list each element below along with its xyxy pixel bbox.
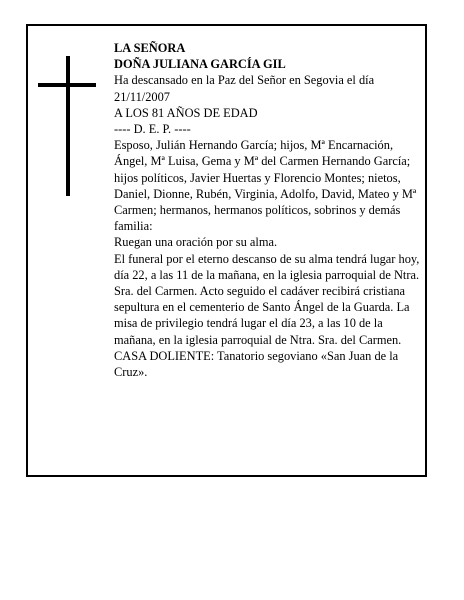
cross-vertical-bar — [66, 56, 70, 196]
age-statement: A LOS 81 AÑOS DE EDAD — [114, 105, 258, 120]
obituary-content — [114, 40, 420, 380]
obituary-title: LA SEÑORA — [114, 41, 186, 55]
family-list: Esposo, Julián Hernando García; hijos, Mª Encarnación, Ángel, Mª Luisa, Gema y Mª del Carmen Hernando García; hijos políticos, Javier Huertas y Florencio Montes; nietos, Daniel, Dionne, Rubén, Virginia, Adolfo, David, Mateo y Mª Carmen; hermanos, hermanos políticos, sobrinos y demás familia: — [114, 138, 417, 234]
deceased-name: DOÑA JULIANA GARCÍA GIL — [114, 57, 286, 72]
prayer-request: Ruegan una oración por su alma. — [114, 235, 278, 250]
cross-horizontal-bar — [38, 83, 96, 87]
rest-in-peace: ---- D. E. P. ---- — [114, 122, 191, 137]
funeral-details: El funeral por el eterno descanso de su alma tendrá lugar hoy, día 22, a las 11 de la mañana, en la iglesia parroquial de Ntra. Sra. del Carmen. Acto seguido el cadáver recibirá cristiana sepultura en el cementerio de Santo Ángel de la Guarda. La misa de privilegio tendrá lugar el día 23, a las 10 de la mañana, en la iglesia parroquial de Ntra. Sra. del Carmen. — [114, 251, 420, 347]
mourning-house: CASA DOLIENTE: Tanatorio segoviano «San Juan de la Cruz». — [114, 348, 399, 380]
death-statement: Ha descansado en la Paz del Señor en Segovia el día 21/11/2007 — [114, 73, 375, 104]
